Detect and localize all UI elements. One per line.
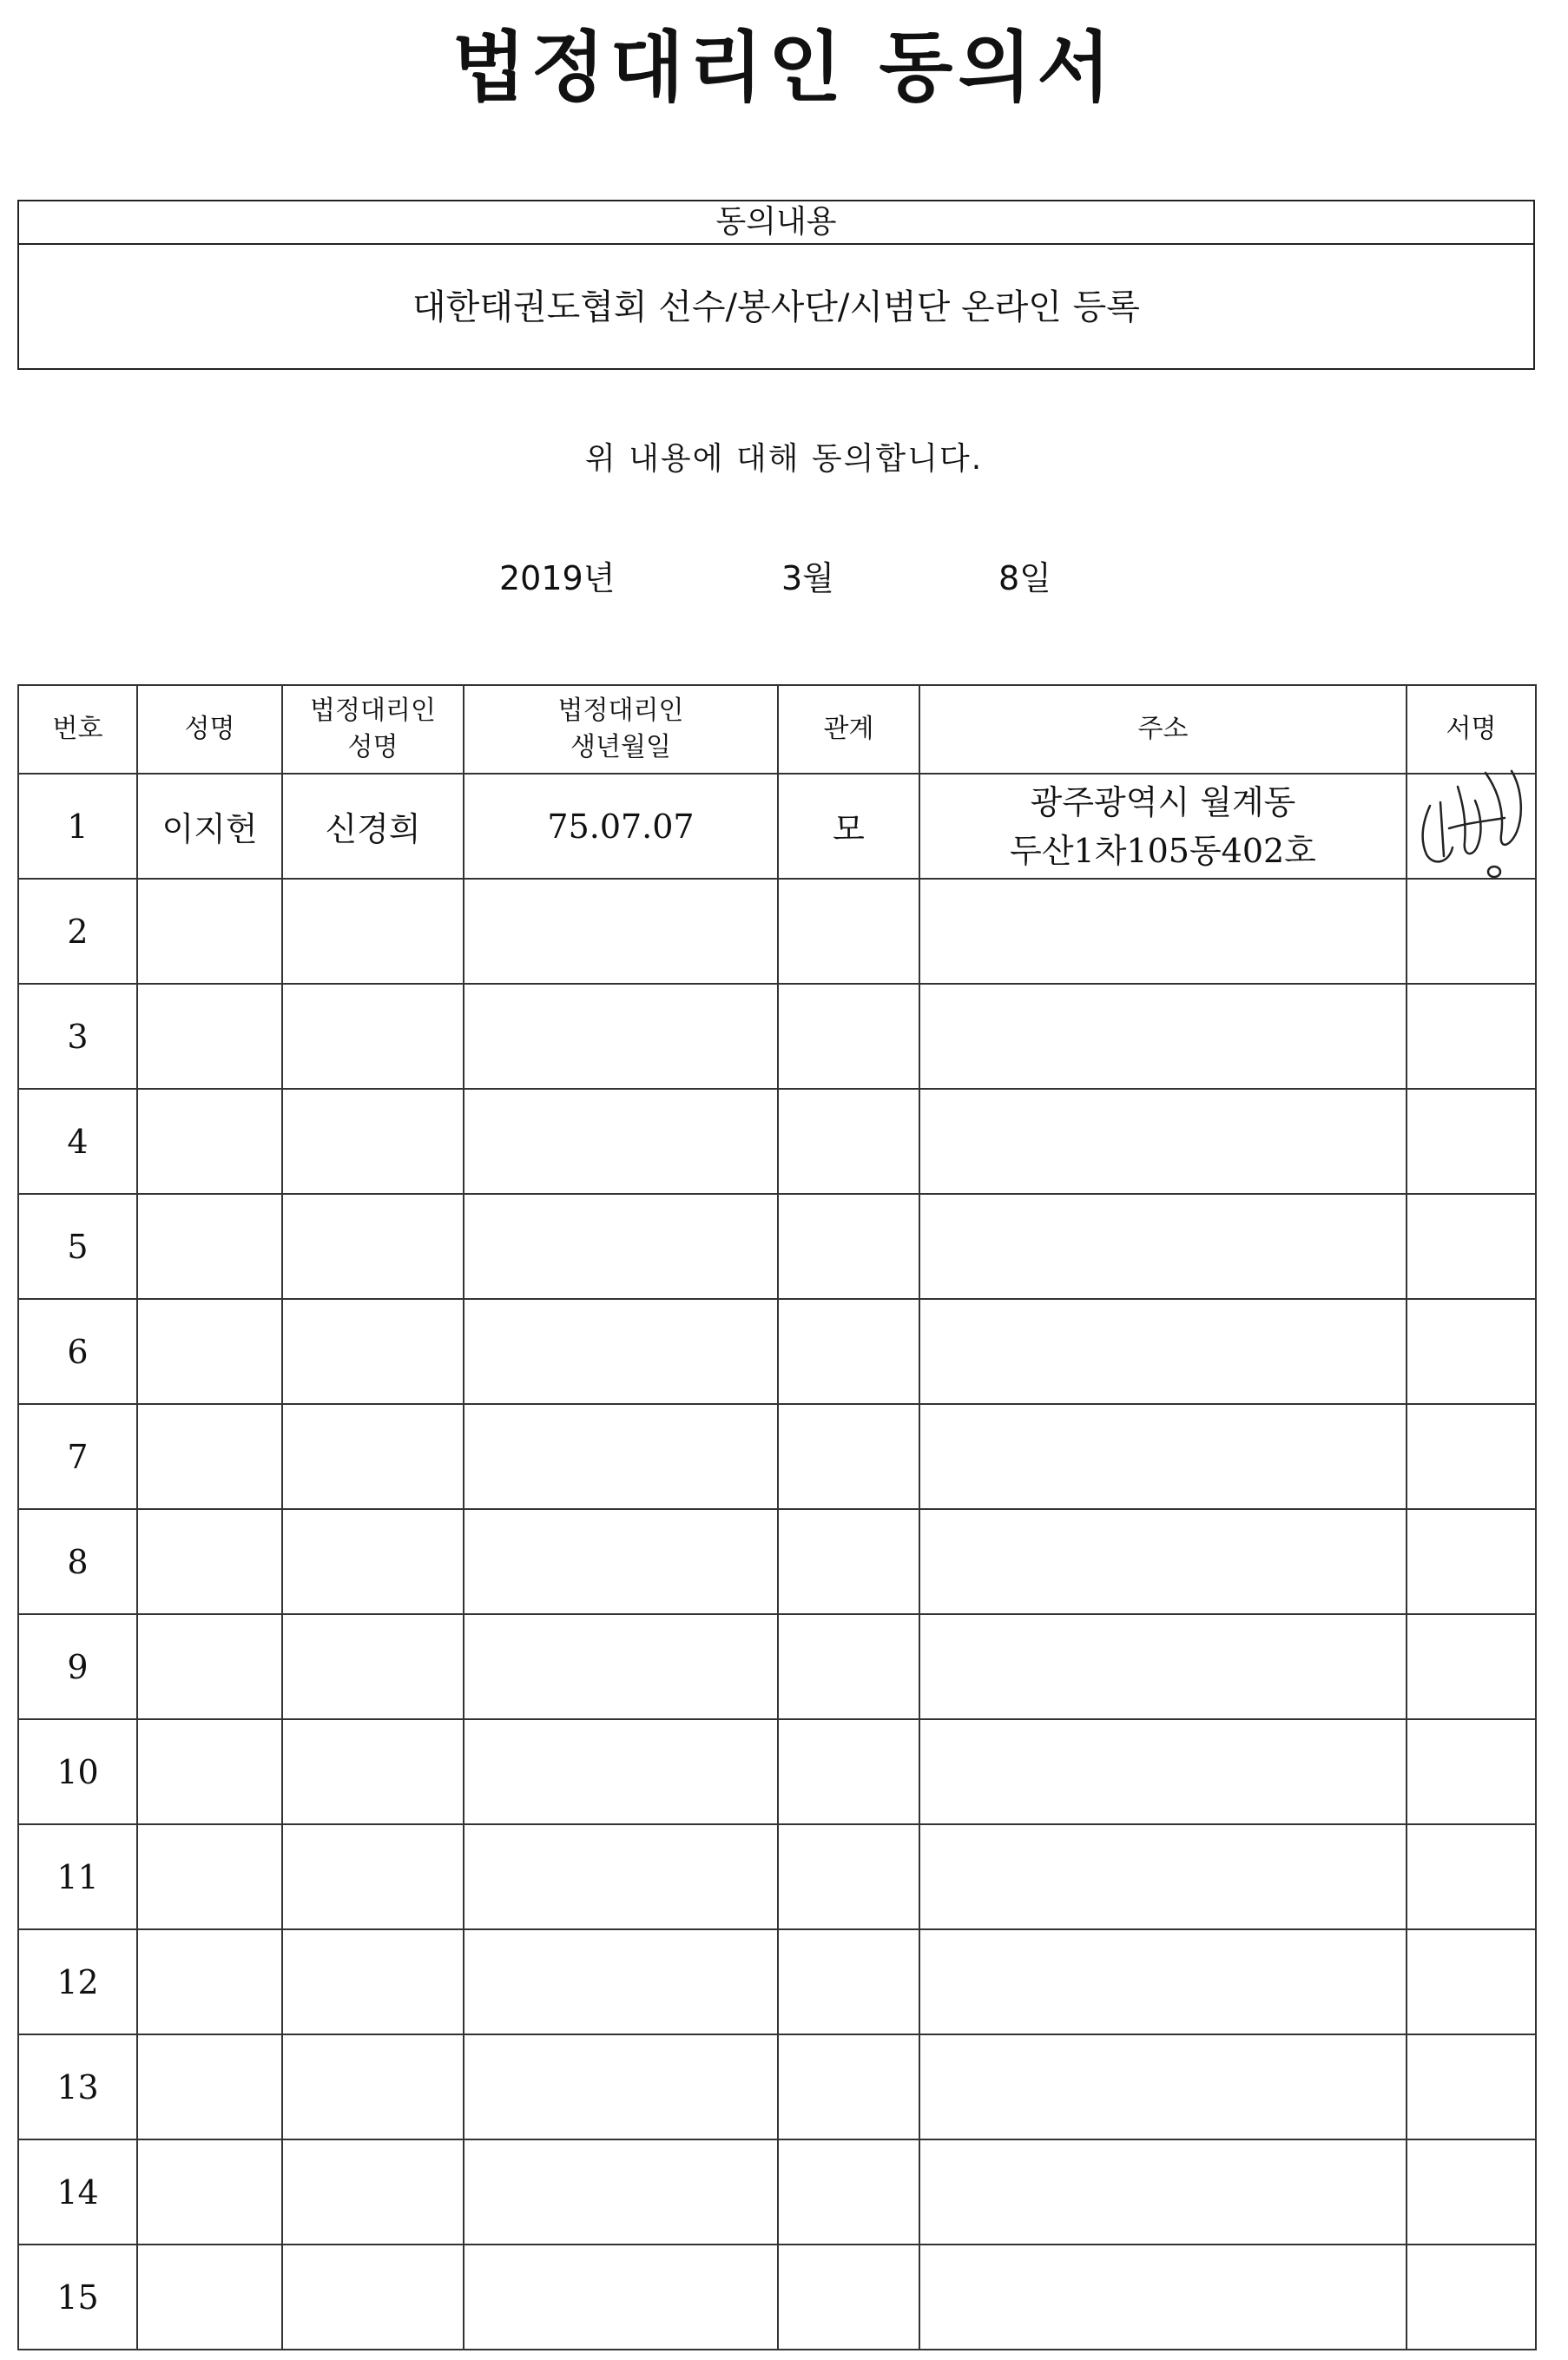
table-row [18,1194,1536,1299]
guardian-birth-cell[interactable] [464,1404,778,1509]
header-guardian-birth-line2: 생년월일 [570,732,671,762]
signature-cell[interactable] [1407,2245,1536,2350]
name-cell[interactable] [137,1719,282,1824]
guardian-name-cell[interactable] [282,1509,464,1614]
name-cell[interactable] [137,1299,282,1404]
guardian-name-cell[interactable] [282,879,464,984]
guardian-birth-cell[interactable] [464,2245,778,2350]
name-cell[interactable] [137,879,282,984]
relation-cell[interactable] [778,984,919,1089]
address-cell[interactable] [919,1824,1407,1929]
guardian-birth-cell[interactable] [464,2139,778,2245]
guardian-name-cell[interactable] [282,1719,464,1824]
signature-cell[interactable] [1407,879,1536,984]
consent-content-box [17,200,1535,370]
document-title: 법정대리인 동의서 [451,23,1117,112]
relation-cell[interactable] [778,1509,919,1614]
row-number-cell[interactable]: 14 [18,2139,137,2245]
address-cell[interactable] [919,1194,1407,1299]
guardian-birth-cell[interactable] [464,1719,778,1824]
header-guardian-name [282,685,464,774]
signature-cell[interactable] [1407,1509,1536,1614]
guardian-birth-cell[interactable] [464,1509,778,1614]
relation-cell[interactable] [778,1824,919,1929]
table-row [18,2034,1536,2139]
address-cell[interactable] [919,879,1407,984]
date-day: 8일 [998,559,1051,597]
header-guardian-name-line1: 법정대리인 [310,695,436,726]
table-row [18,2139,1536,2245]
guardian-birth-cell[interactable] [464,879,778,984]
table-row [18,1404,1536,1509]
row-number-cell[interactable]: 5 [18,1194,137,1299]
relation-cell[interactable] [778,2245,919,2350]
date-year: 2019년 [499,559,616,597]
table-header-row [18,685,1536,774]
address-cell[interactable] [919,1929,1407,2034]
guardian-birth-cell[interactable] [464,1194,778,1299]
header-guardian-birth [464,685,778,774]
name-cell[interactable] [137,1929,282,2034]
address-cell[interactable] [919,1509,1407,1614]
relation-cell[interactable] [778,1404,919,1509]
header-no: 번호 [18,685,137,774]
row-number-cell[interactable]: 11 [18,1824,137,1929]
consent-content-header: 동의내용 [19,201,1533,245]
guardian-birth-cell[interactable] [464,1089,778,1194]
relation-cell[interactable] [778,1089,919,1194]
relation-cell[interactable] [778,1929,919,2034]
table-body [18,774,1536,2350]
handwritten-signature [1414,752,1536,882]
row-number-cell[interactable]: 12 [18,1929,137,2034]
guardian-name-cell[interactable] [282,2139,464,2245]
signature-cell[interactable] [1407,774,1536,879]
signature-cell[interactable] [1407,1299,1536,1404]
relation-cell[interactable] [778,2139,919,2245]
name-cell[interactable] [137,1614,282,1719]
signature-cell[interactable] [1407,984,1536,1089]
signature-cell[interactable] [1407,2034,1536,2139]
row-number-cell[interactable]: 8 [18,1509,137,1614]
table-row [18,1929,1536,2034]
row-number-cell[interactable]: 2 [18,879,137,984]
address-cell[interactable] [919,2139,1407,2245]
table-row [18,2245,1536,2350]
table-row [18,1509,1536,1614]
table-row [18,774,1536,879]
header-signature: 서명 [1407,685,1536,774]
name-cell[interactable] [137,2245,282,2350]
address-line1: 광주광역시 월계동 [1030,782,1296,821]
header-relation: 관계 [778,685,919,774]
address-cell[interactable] [919,1299,1407,1404]
row-number-cell[interactable]: 1 [18,774,137,879]
table-row [18,1824,1536,1929]
guardian-name-cell[interactable] [282,1404,464,1509]
address-cell[interactable] [919,774,1407,879]
guardian-name-cell[interactable] [282,1824,464,1929]
guardian-name-cell[interactable] [282,1194,464,1299]
relation-cell[interactable] [778,1299,919,1404]
address-cell[interactable] [919,1089,1407,1194]
guardian-consent-table [17,684,1537,2350]
signature-cell[interactable] [1407,1194,1536,1299]
relation-cell[interactable]: 모 [778,774,919,879]
table-row [18,1614,1536,1719]
address-cell[interactable] [919,1719,1407,1824]
address-cell[interactable] [919,1614,1407,1719]
table-row [18,984,1536,1089]
row-number-cell[interactable]: 13 [18,2034,137,2139]
row-number-cell[interactable]: 3 [18,984,137,1089]
relation-cell[interactable] [778,1194,919,1299]
signature-cell[interactable] [1407,1614,1536,1719]
consent-content-text: 대한태권도협회 선수/봉사단/시범단 온라인 등록 [412,287,1140,327]
row-number-cell[interactable]: 10 [18,1719,137,1824]
guardian-name-cell[interactable] [282,1614,464,1719]
relation-cell[interactable] [778,1719,919,1824]
signature-cell[interactable] [1407,1404,1536,1509]
header-name: 성명 [137,685,282,774]
table-row [18,879,1536,984]
guardian-birth-cell[interactable] [464,1614,778,1719]
address-line2: 두산1차105동402호 [1010,831,1316,870]
name-cell[interactable] [137,984,282,1089]
guardian-birth-cell[interactable] [464,1299,778,1404]
guardian-name-cell[interactable] [282,1929,464,2034]
name-cell[interactable] [137,2034,282,2139]
agreement-sentence: 위 내용에 대해 동의합니다. [584,441,984,477]
signature-cell[interactable] [1407,1719,1536,1824]
guardian-name-cell[interactable] [282,1299,464,1404]
header-guardian-name-line2: 성명 [347,732,399,762]
signature-cell[interactable] [1407,1824,1536,1929]
guardian-name-cell[interactable] [282,2034,464,2139]
date-month: 3월 [781,559,834,597]
guardian-name-cell[interactable]: 신경희 [282,774,464,879]
table-row [18,1719,1536,1824]
name-cell[interactable] [137,1194,282,1299]
header-guardian-birth-line1: 법정대리인 [557,695,684,726]
row-number-cell[interactable]: 15 [18,2245,137,2350]
guardian-birth-cell[interactable] [464,1929,778,2034]
name-cell[interactable] [137,1404,282,1509]
relation-cell[interactable] [778,2034,919,2139]
relation-cell[interactable] [778,1614,919,1719]
name-cell[interactable] [137,2139,282,2245]
name-cell[interactable] [137,1824,282,1929]
address-cell[interactable] [919,1404,1407,1509]
row-number-cell[interactable]: 7 [18,1404,137,1509]
guardian-birth-cell[interactable]: 75.07.07 [464,774,778,879]
address-cell[interactable] [919,2245,1407,2350]
guardian-birth-cell[interactable] [464,1824,778,1929]
guardian-birth-cell[interactable] [464,984,778,1089]
row-number-cell[interactable]: 6 [18,1299,137,1404]
signature-cell[interactable] [1407,1929,1536,2034]
name-cell[interactable] [137,1509,282,1614]
signature-cell[interactable] [1407,2139,1536,2245]
table-row [18,1089,1536,1194]
name-cell[interactable] [137,1089,282,1194]
signature-cell[interactable] [1407,1089,1536,1194]
relation-cell[interactable] [778,879,919,984]
row-number-cell[interactable]: 9 [18,1614,137,1719]
row-number-cell[interactable]: 4 [18,1089,137,1194]
guardian-name-cell[interactable] [282,2245,464,2350]
guardian-birth-cell[interactable] [464,2034,778,2139]
guardian-name-cell[interactable] [282,1089,464,1194]
guardian-name-cell[interactable] [282,984,464,1089]
header-address: 주소 [919,685,1407,774]
address-cell[interactable] [919,984,1407,1089]
name-cell[interactable]: 이지헌 [137,774,282,879]
address-cell[interactable] [919,2034,1407,2139]
table-row [18,1299,1536,1404]
